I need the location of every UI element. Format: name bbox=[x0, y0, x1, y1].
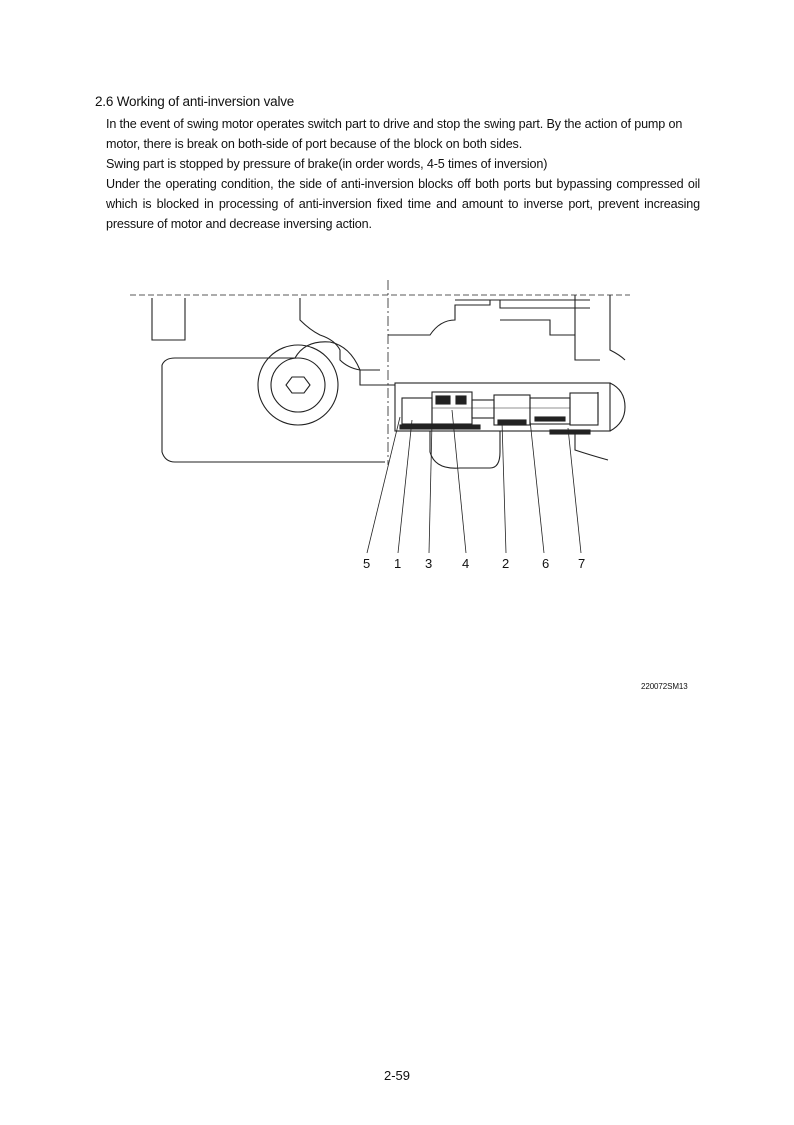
housing-contour-left bbox=[300, 298, 380, 370]
housing-bottom bbox=[162, 365, 385, 462]
leader-1 bbox=[398, 420, 412, 553]
spring-chamber bbox=[472, 400, 494, 418]
shaded-section-5 bbox=[400, 425, 480, 429]
callout-2: 2 bbox=[502, 556, 510, 571]
section-heading: 2.6 Working of anti-inversion valve bbox=[95, 94, 295, 109]
paragraph-3: Under the operating condition, the side of anti-inversion blocks off both ports but bypassing compressed oil which is blocked in processing of anti-inversion fixed time and amount to inverse port, prevent increasing pressure of motor and decrease inversing action. bbox=[106, 177, 700, 231]
callout-1: 1 bbox=[394, 556, 402, 571]
callout-3: 3 bbox=[425, 556, 433, 571]
page-number: 2-59 bbox=[383, 1068, 411, 1083]
housing-top-step bbox=[455, 300, 590, 308]
callout-4: 4 bbox=[462, 556, 470, 571]
leader-6 bbox=[530, 420, 544, 553]
lower-passage bbox=[430, 431, 500, 468]
lower-right-contour bbox=[575, 431, 608, 460]
housing-curve bbox=[162, 342, 395, 385]
housing-top-right bbox=[388, 300, 590, 335]
left-upper-block bbox=[152, 298, 185, 340]
shaded-section-4 bbox=[535, 417, 565, 421]
plug-outer-circle bbox=[258, 345, 338, 425]
callout-7: 7 bbox=[578, 556, 586, 571]
leader-5 bbox=[367, 417, 400, 553]
hex-socket bbox=[286, 377, 310, 393]
housing-step-3 bbox=[575, 295, 600, 360]
valve-cross-section-drawing bbox=[130, 280, 640, 580]
bore-end-cap bbox=[610, 383, 625, 431]
callout-5: 5 bbox=[363, 556, 371, 571]
figure-code: 220072SM13 bbox=[641, 682, 688, 691]
spring-seat bbox=[570, 393, 598, 425]
shaded-section-6 bbox=[550, 430, 590, 434]
housing-step-2 bbox=[500, 320, 575, 335]
leader-2 bbox=[502, 422, 506, 553]
plug-inner-circle bbox=[271, 358, 325, 412]
shaded-section-1 bbox=[436, 396, 450, 404]
callout-6: 6 bbox=[542, 556, 550, 571]
spool-seat bbox=[402, 398, 432, 424]
paragraph-2: Swing part is stopped by pressure of brake(in order words, 4-5 times of inversion) bbox=[106, 157, 548, 171]
paragraph-1: In the event of swing motor operates switch part to drive and stop the swing part. By the action of pump on motor, there is break on both-side of port because of the block on both sides. bbox=[106, 117, 683, 151]
housing-right-edge bbox=[610, 295, 625, 360]
shaded-section-2 bbox=[456, 396, 466, 404]
